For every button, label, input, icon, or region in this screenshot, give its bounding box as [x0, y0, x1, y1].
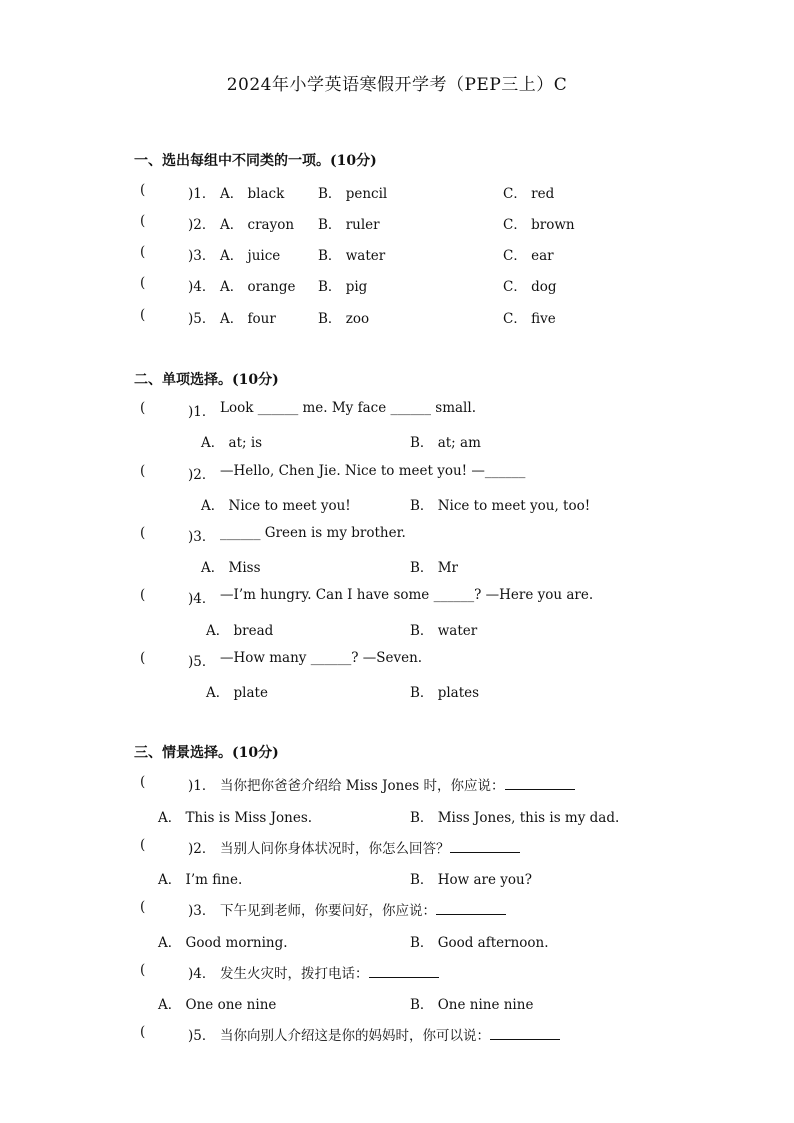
question-text [220, 1024, 560, 1044]
question-text-content: 当你向别人介绍这是你的妈妈时，你可以说： [220, 1028, 490, 1044]
answer-paren[interactable]: ( [140, 650, 146, 666]
question-row [0, 962, 794, 984]
question-number: )4． [188, 591, 216, 607]
option-b: B． Nice to meet you, too! [410, 498, 591, 514]
option-b: B． One nine nine [410, 997, 534, 1013]
question-row [0, 525, 794, 547]
option-a: A． One one nine [158, 997, 277, 1013]
answer-paren[interactable]: ( [140, 213, 146, 229]
option-b: B． water [410, 623, 478, 639]
option-a: A． Good morning. [158, 935, 288, 951]
question-number: )4． [188, 966, 216, 982]
section-heading-3: 三、情景选择。(10分) [134, 745, 279, 761]
question-text: ______ Green is my brother. [220, 525, 406, 541]
question-text: —How many ______? —Seven. [220, 650, 423, 666]
option-b: B． How are you? [410, 872, 532, 888]
question-number: )1． [188, 778, 216, 794]
question-text [220, 962, 439, 982]
answer-paren[interactable]: ( [140, 275, 146, 291]
question-number: )3． [188, 529, 216, 545]
options-row [0, 494, 794, 516]
answer-paren[interactable]: ( [140, 400, 146, 416]
answer-paren[interactable]: ( [140, 837, 146, 853]
answer-paren[interactable]: ( [140, 587, 146, 603]
question-row [0, 587, 794, 609]
option-a: A． four [220, 311, 276, 327]
option-b: B． at; am [410, 435, 481, 451]
question-number: )2． [188, 217, 216, 233]
option-a: A． crayon [220, 217, 295, 233]
question-row [0, 244, 794, 266]
options-row [0, 556, 794, 578]
question-row [0, 774, 794, 796]
answer-paren[interactable]: ( [140, 244, 146, 260]
answer-paren[interactable]: ( [140, 525, 146, 541]
section-heading-1: 一、选出每组中不同类的一项。(10分) [134, 153, 377, 169]
question-text [220, 774, 575, 794]
option-a: A． I’m fine. [158, 872, 243, 888]
question-text-content: 发生火灾时，拨打电话： [220, 966, 369, 982]
question-number: )1． [188, 404, 216, 420]
question-number: )5． [188, 654, 216, 670]
option-b: B． plates [410, 685, 480, 701]
question-row [0, 182, 794, 204]
options-row [0, 993, 794, 1015]
question-text [220, 899, 506, 919]
options-row [0, 431, 794, 453]
question-row [0, 400, 794, 422]
question-row [0, 213, 794, 235]
question-text [220, 837, 520, 857]
question-text: —Hello, Chen Jie. Nice to meet you! —______ [220, 463, 526, 479]
option-a: A． This is Miss Jones. [158, 810, 313, 826]
option-a: A． Nice to meet you! [201, 498, 351, 514]
option-b: B． Good afternoon. [410, 935, 549, 951]
option-a: A． juice [220, 248, 281, 264]
question-number: )1． [188, 186, 216, 202]
question-number: )2． [188, 467, 216, 483]
answer-paren[interactable]: ( [140, 463, 146, 479]
question-row [0, 1024, 794, 1046]
option-a: A． at; is [201, 435, 263, 451]
answer-paren[interactable]: ( [140, 1024, 146, 1040]
option-b: B． pig [318, 279, 368, 295]
question-row [0, 650, 794, 672]
question-row [0, 463, 794, 485]
option-b: B． Miss Jones, this is my dad. [410, 810, 620, 826]
answer-blank[interactable] [369, 965, 439, 978]
answer-blank[interactable] [436, 902, 506, 915]
page-title: 2024年小学英语寒假开学考（PEP三上）C [226, 75, 568, 95]
question-number: )3． [188, 903, 216, 919]
options-row [0, 619, 794, 641]
question-number: )5． [188, 311, 216, 327]
option-c: C． ear [503, 248, 554, 264]
answer-blank[interactable] [450, 840, 520, 853]
question-number: )5． [188, 1028, 216, 1044]
option-a: A． plate [206, 685, 268, 701]
question-text-content: 当你把你爸爸介绍给 Miss Jones 时，你应说： [220, 778, 505, 794]
option-b: B． ruler [318, 217, 380, 233]
options-row [0, 931, 794, 953]
options-row [0, 681, 794, 703]
answer-paren[interactable]: ( [140, 899, 146, 915]
section-heading-2: 二、单项选择。(10分) [134, 372, 279, 388]
answer-paren[interactable]: ( [140, 774, 146, 790]
option-c: C． five [503, 311, 556, 327]
option-c: C． brown [503, 217, 575, 233]
answer-blank[interactable] [505, 777, 575, 790]
option-b: B． water [318, 248, 386, 264]
option-c: C． dog [503, 279, 557, 295]
option-b: B． pencil [318, 186, 388, 202]
question-number: )2． [188, 841, 216, 857]
answer-paren[interactable]: ( [140, 307, 146, 323]
question-text-content: 当别人问你身体状况时，你怎么回答？ [220, 841, 450, 857]
answer-blank[interactable] [490, 1027, 560, 1040]
option-a: A． orange [220, 279, 296, 295]
option-a: A． Miss [201, 560, 261, 576]
option-b: B． Mr [410, 560, 458, 576]
answer-paren[interactable]: ( [140, 182, 146, 198]
answer-paren[interactable]: ( [140, 962, 146, 978]
options-row [0, 868, 794, 890]
question-row [0, 307, 794, 329]
question-row [0, 899, 794, 921]
question-text: Look ______ me. My face ______ small. [220, 400, 476, 416]
option-c: C． red [503, 186, 555, 202]
question-text-content: 下午见到老师，你要问好，你应说： [220, 903, 436, 919]
option-b: B． zoo [318, 311, 370, 327]
option-a: A． black [220, 186, 285, 202]
question-text: —I’m hungry. Can I have some ______? —Here you are. [220, 587, 594, 603]
options-row [0, 806, 794, 828]
question-number: )4． [188, 279, 216, 295]
option-a: A． bread [206, 623, 274, 639]
question-number: )3． [188, 248, 216, 264]
question-row [0, 275, 794, 297]
question-row [0, 837, 794, 859]
